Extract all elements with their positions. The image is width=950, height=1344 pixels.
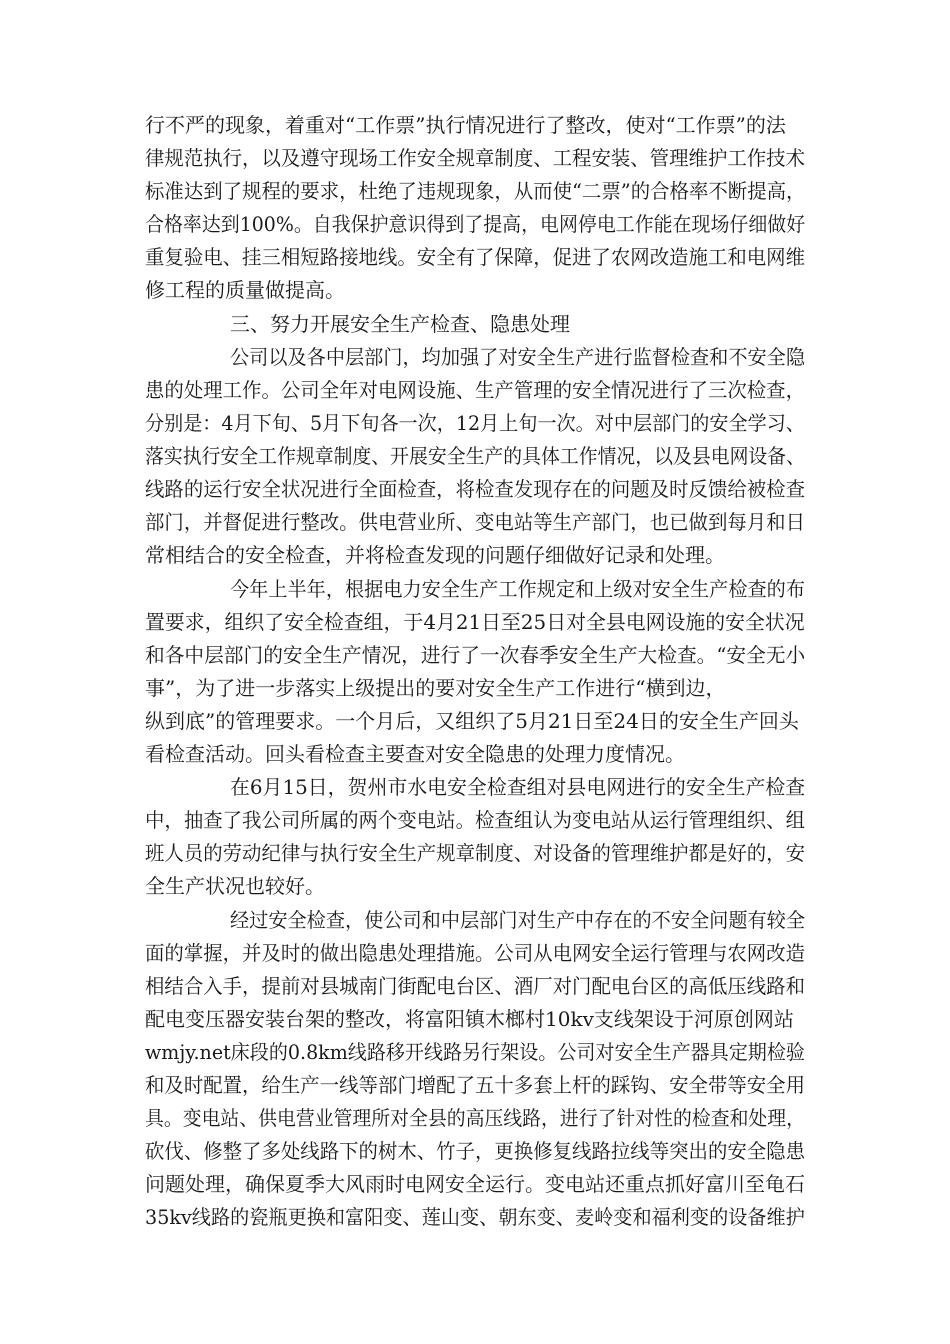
text-line: 患的处理工作。公司全年对电网设施、生产管理的安全情况进行了三次检查， — [145, 378, 805, 402]
text-line: 面的掌握，并及时的做出隐患处理措施。公司从电网安全运行管理与农网改造 — [145, 941, 805, 965]
text-line: 班人员的劳动纪律与执行安全生产规章制度、对设备的管理维护都是好的，安 — [145, 841, 805, 865]
text-line: 行不严的现象，着重对“工作票”执行情况进行了整改，使对“工作票”的法 — [145, 113, 786, 137]
text-line: 律规范执行，以及遵守现场工作安全规章制度、工程安装、管理维护工作技术 — [145, 146, 805, 170]
text-line: 35kv线路的瓷瓶更换和富阳变、莲山变、朝东变、麦岭变和福利变的设备维护 — [145, 1205, 805, 1229]
text-line: 常相结合的安全检查，并将检查发现的问题仔细做好记录和处理。 — [145, 543, 725, 567]
text-line: 公司以及各中层部门，均加强了对安全生产进行监督检查和不安全隐 — [230, 345, 805, 369]
text-line: 看检查活动。回头看检查主要查对安全隐患的处理力度情况。 — [145, 742, 685, 766]
text-line: wmjy.net床段的0.8km线路移开线路另行架设。公司对安全生产器具定期检验 — [145, 1040, 805, 1064]
text-line: 和及时配置，给生产一线等部门增配了五十多套上杆的踩钩、安全带等安全用 — [145, 1073, 805, 1097]
text-line: 纵到底”的管理要求。一个月后，又组织了5月21日至24日的安全生产回头 — [145, 709, 799, 733]
text-line: 标准达到了规程的要求，杜绝了违规现象，从而使“二票”的合格率不断提高， — [145, 179, 806, 203]
text-line: 全生产状况也较好。 — [145, 874, 325, 898]
text-line: 修工程的质量做提高。 — [145, 278, 345, 302]
text-line: 置要求，组织了安全检查组，于4月21日至25日对全县电网设施的安全状况 — [145, 610, 805, 634]
text-line: 和各中层部门的安全生产情况，进行了一次春季安全生产大检查。“安全无小 — [145, 643, 806, 667]
text-line: 合格率达到100%。自我保护意识得到了提高，电网停电工作能在现场仔细做好 — [145, 212, 806, 236]
text-line: 重复验电、挂三相短路接地线。安全有了保障，促进了农网改造施工和电网维 — [145, 245, 805, 269]
text-line: 分别是：4月下旬、5月下旬各一次，12月上旬一次。对中层部门的安全学习、 — [145, 411, 805, 435]
text-line: 在6月15日，贺州市水电安全检查组对县电网进行的安全生产检查 — [230, 775, 806, 799]
text-line: 今年上半年，根据电力安全生产工作规定和上级对安全生产检查的布 — [230, 577, 805, 601]
text-line: 配电变压器安装台架的整改，将富阳镇木榔村10kv支线架设于河原创网站 — [145, 1007, 794, 1031]
text-line: 部门，并督促进行整改。供电营业所、变电站等生产部门，也已做到每月和日 — [145, 510, 805, 534]
text-line: 具。变电站、供电营业管理所对全县的高压线路，进行了针对性的检查和处理， — [145, 1106, 805, 1130]
text-line: 经过安全检查，使公司和中层部门对生产中存在的不安全问题有较全 — [230, 908, 805, 932]
section-heading: 三、努力开展安全生产检查、隐患处理 — [230, 312, 570, 336]
text-line: 线路的运行安全状况进行全面检查，将检查发现存在的问题及时反馈给被检查 — [145, 477, 805, 501]
text-line: 事”，为了进一步落实上级提出的要对安全生产工作进行“横到边， — [145, 676, 726, 700]
text-line: 中，抽查了我公司所属的两个变电站。检查组认为变电站从运行管理组织、组 — [145, 808, 805, 832]
text-line: 相结合入手，提前对县城南门街配电台区、酒厂对门配电台区的高低压线路和 — [145, 974, 805, 998]
text-line: 落实执行安全工作规章制度、开展安全生产的具体工作情况，以及县电网设备、 — [145, 444, 805, 468]
text-line: 砍伐、修整了多处线路下的树木、竹子，更换修复线路拉线等突出的安全隐患 — [145, 1139, 805, 1163]
text-line: 问题处理，确保夏季大风雨时电网安全运行。变电站还重点抓好富川至龟石 — [145, 1172, 805, 1196]
